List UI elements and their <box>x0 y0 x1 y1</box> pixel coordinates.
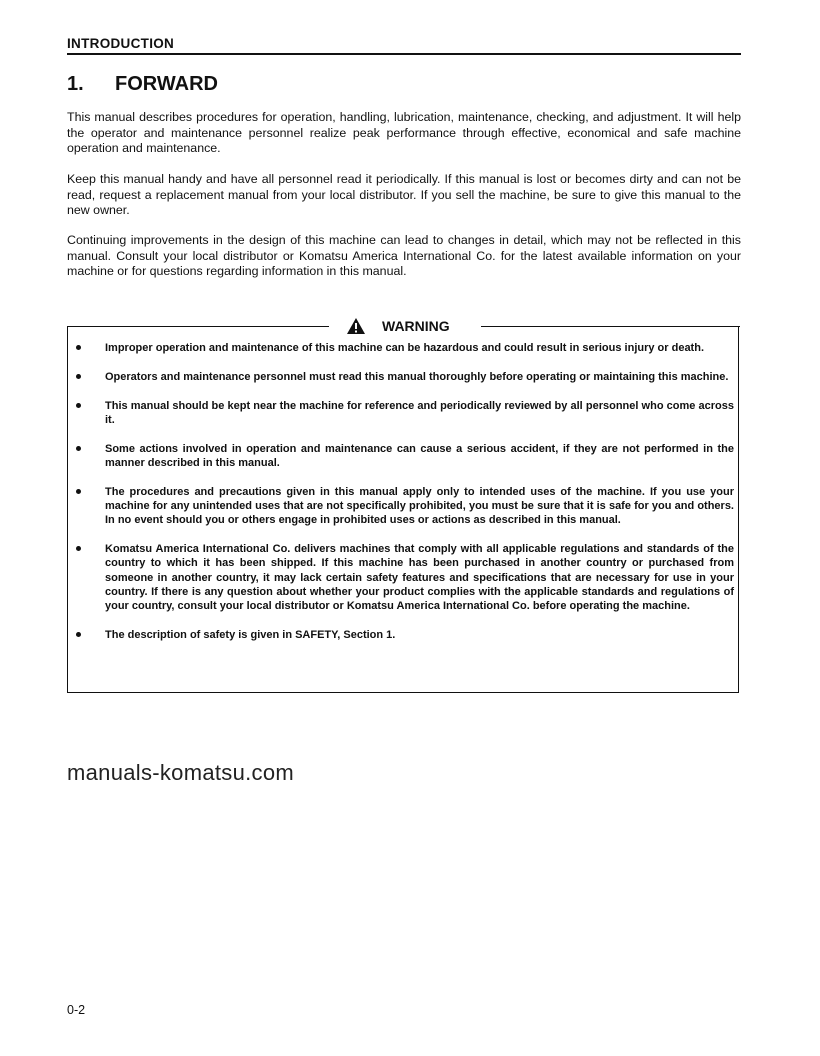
warning-title <box>346 317 450 335</box>
title-number: 1. <box>67 73 84 95</box>
watermark: manuals-komatsu.com <box>67 760 294 785</box>
header-rule <box>67 53 741 55</box>
warning-item: Operators and maintenance personnel must read this manual thoroughly before operating or maintaining this machine. <box>68 370 734 384</box>
paragraph-improvements: Continuing improvements in the design of this machine can lead to changes in detail, which may not be reflected in this manual. Consult your local distributor or Komatsu America International Co. for the latest available information on your machine or for questions regarding information in this manual. <box>67 233 741 278</box>
bullet-icon <box>76 403 81 408</box>
warning-item: This manual should be kept near the machine for reference and periodically reviewed by all personnel who come across it. <box>68 399 734 428</box>
bullet-icon <box>76 546 81 551</box>
warning-item: Improper operation and maintenance of this machine can be hazardous and could result in serious injury or death. <box>68 341 734 355</box>
bullet-icon <box>76 345 81 350</box>
warning-box-top-right <box>481 326 740 327</box>
warning-box-top-left <box>67 326 329 327</box>
paragraph-keep-manual: Keep this manual handy and have all personnel read it periodically. If this manual is lost or becomes dirty and can not be read, request a replacement manual from your local distributor. If you sell the machine, be sure to give this manual to the new owner. <box>67 172 741 217</box>
bullet-icon <box>76 489 81 494</box>
warning-list <box>68 341 734 642</box>
warning-item: The procedures and precautions given in this manual apply only to intended uses of the machine. If you use your machine for any unintended uses that are not specifically prohibited, you must be sure that it is safe for you and others. In no event should you or others engage in prohibited uses or actions as described in this manual. <box>68 485 734 528</box>
warning-box <box>67 326 739 693</box>
bullet-icon <box>76 446 81 451</box>
warning-label: WARNING <box>382 318 450 334</box>
section-header: INTRODUCTION <box>67 36 175 51</box>
warning-triangle-icon <box>346 317 366 335</box>
page-number: 0-2 <box>67 1003 86 1017</box>
page-title <box>67 73 218 96</box>
title-text: FORWARD <box>115 73 218 95</box>
warning-item: Komatsu America International Co. delivers machines that comply with all applicable regulations and standards of the country to which it has been shipped. If this machine has been purchased in another country or purchased from someone in another country, it may lack certain safety features and specifications that are necessary for use in your country. If there is any question about whether your product complies with the applicable standards and regulations of your country, consult your local distributor or Komatsu America International Co. before operating the machine. <box>68 542 734 613</box>
paragraph-intro: This manual describes procedures for operation, handling, lubrication, maintenance, checking, and adjustment. It will help the operator and maintenance personnel realize peak performance through effective, economical and safe machine operation and maintenance. <box>67 110 741 155</box>
bullet-icon <box>76 632 81 637</box>
warning-item: The description of safety is given in SAFETY, Section 1. <box>68 628 734 642</box>
bullet-icon <box>76 374 81 379</box>
warning-item: Some actions involved in operation and maintenance can cause a serious accident, if they are not performed in the manner described in this manual. <box>68 442 734 471</box>
